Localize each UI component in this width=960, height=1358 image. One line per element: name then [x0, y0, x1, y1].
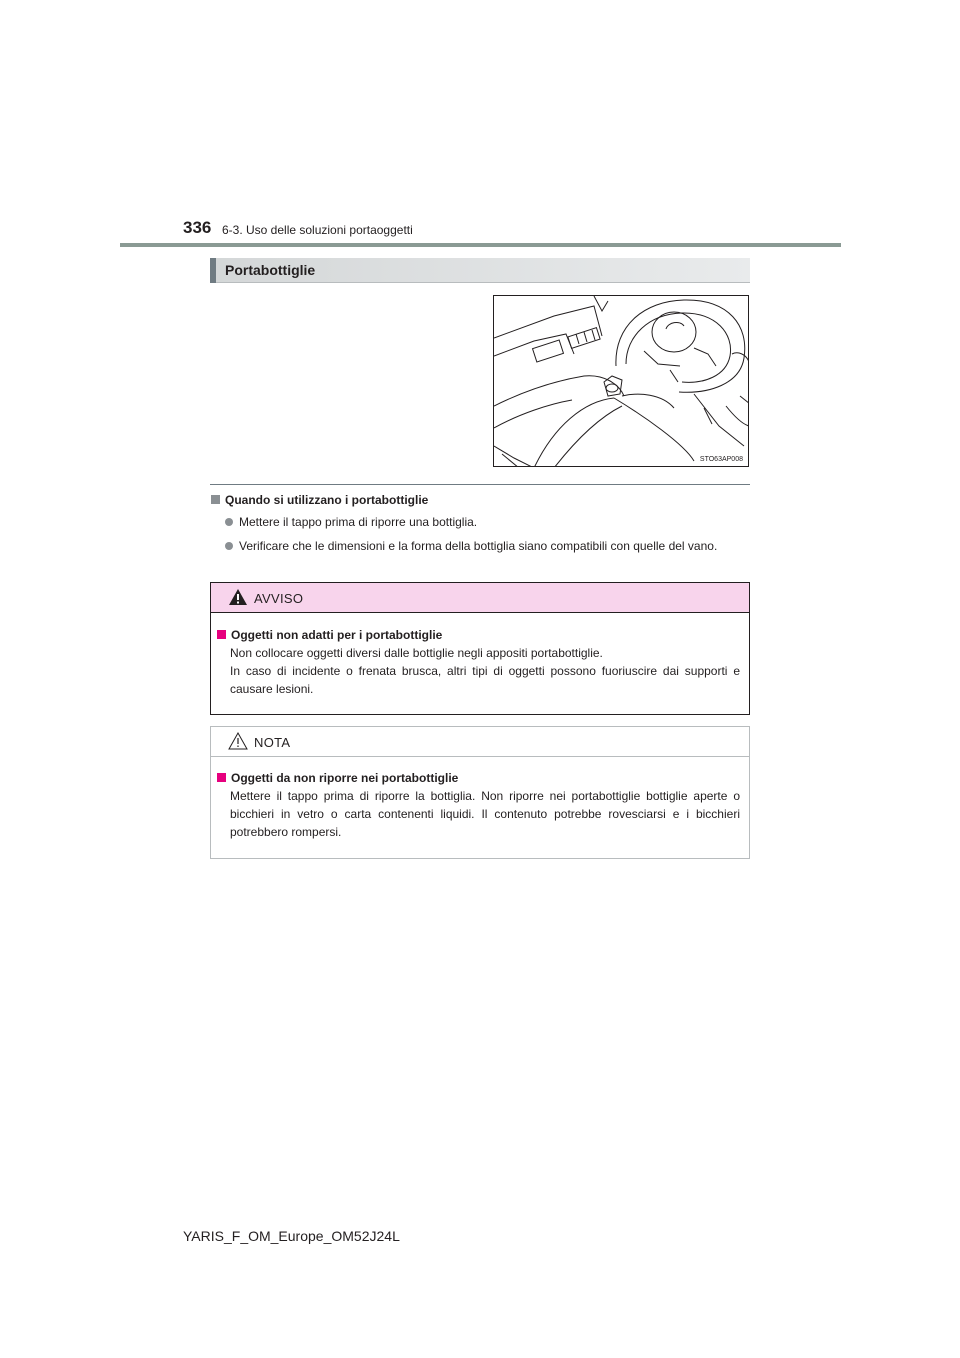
- note-text: Mettere il tappo prima di riporre la bottiglia. Non riporre nei portabottiglie bottiglie aperte o bicchieri in vetro o carta contenenti liquidi. Il contenuto potrebbe rovesciarsi e i bicchieri potrebbero rompersi.: [230, 789, 740, 839]
- section-breadcrumb: 6-3. Uso delle soluzioni portaoggetti: [222, 223, 413, 237]
- warning-line-2: In caso di incidente o frenata brusca, altri tipi di oggetti possono fuoriuscire dai supporti e causare lesioni.: [230, 664, 740, 696]
- note-heading: [217, 769, 740, 787]
- caution-triangle-icon: [228, 732, 248, 750]
- warning-header: [211, 583, 749, 613]
- note-header: [211, 727, 749, 757]
- warning-heading: [217, 626, 740, 644]
- usage-bullet: [225, 537, 750, 555]
- round-bullet-icon: [225, 518, 233, 526]
- warning-body: [217, 626, 740, 698]
- square-bullet-icon: [217, 773, 226, 782]
- usage-bullet-text: Mettere il tappo prima di riporre una bottiglia.: [239, 515, 478, 529]
- note-body: [217, 769, 740, 841]
- section-divider: [210, 484, 750, 485]
- document-footer: YARIS_F_OM_Europe_OM52J24L: [183, 1228, 400, 1244]
- figure-code: STO63AP008: [699, 456, 743, 463]
- usage-heading: [211, 493, 428, 507]
- bottle-holder-illustration: [493, 295, 749, 467]
- section-title-bar: [210, 258, 750, 283]
- warning-box: [210, 582, 750, 715]
- dashboard-drawing: [494, 296, 749, 467]
- warning-label: AVVISO: [254, 591, 304, 606]
- warning-line-1: Non collocare oggetti diversi dalle bottiglie negli appositi portabottiglie.: [230, 646, 603, 660]
- section-title-accent: [210, 258, 216, 283]
- square-bullet-icon: [211, 495, 220, 504]
- note-box: [210, 726, 750, 859]
- header-divider: [120, 243, 841, 247]
- square-bullet-icon: [217, 630, 226, 639]
- note-heading-text: Oggetti da non riporre nei portabottiglie: [231, 771, 459, 785]
- warning-triangle-icon: [228, 588, 248, 606]
- usage-heading-text: Quando si utilizzano i portabottiglie: [225, 493, 429, 507]
- note-label: NOTA: [254, 735, 291, 750]
- section-title: Portabottiglie: [225, 262, 316, 278]
- round-bullet-icon: [225, 542, 233, 550]
- usage-bullet: [225, 513, 750, 531]
- page-number: 336: [183, 218, 212, 237]
- usage-bullet-text: Verificare che le dimensioni e la forma della bottiglia siano compatibili con quelle del vano.: [239, 539, 718, 553]
- warning-heading-text: Oggetti non adatti per i portabottiglie: [231, 628, 443, 642]
